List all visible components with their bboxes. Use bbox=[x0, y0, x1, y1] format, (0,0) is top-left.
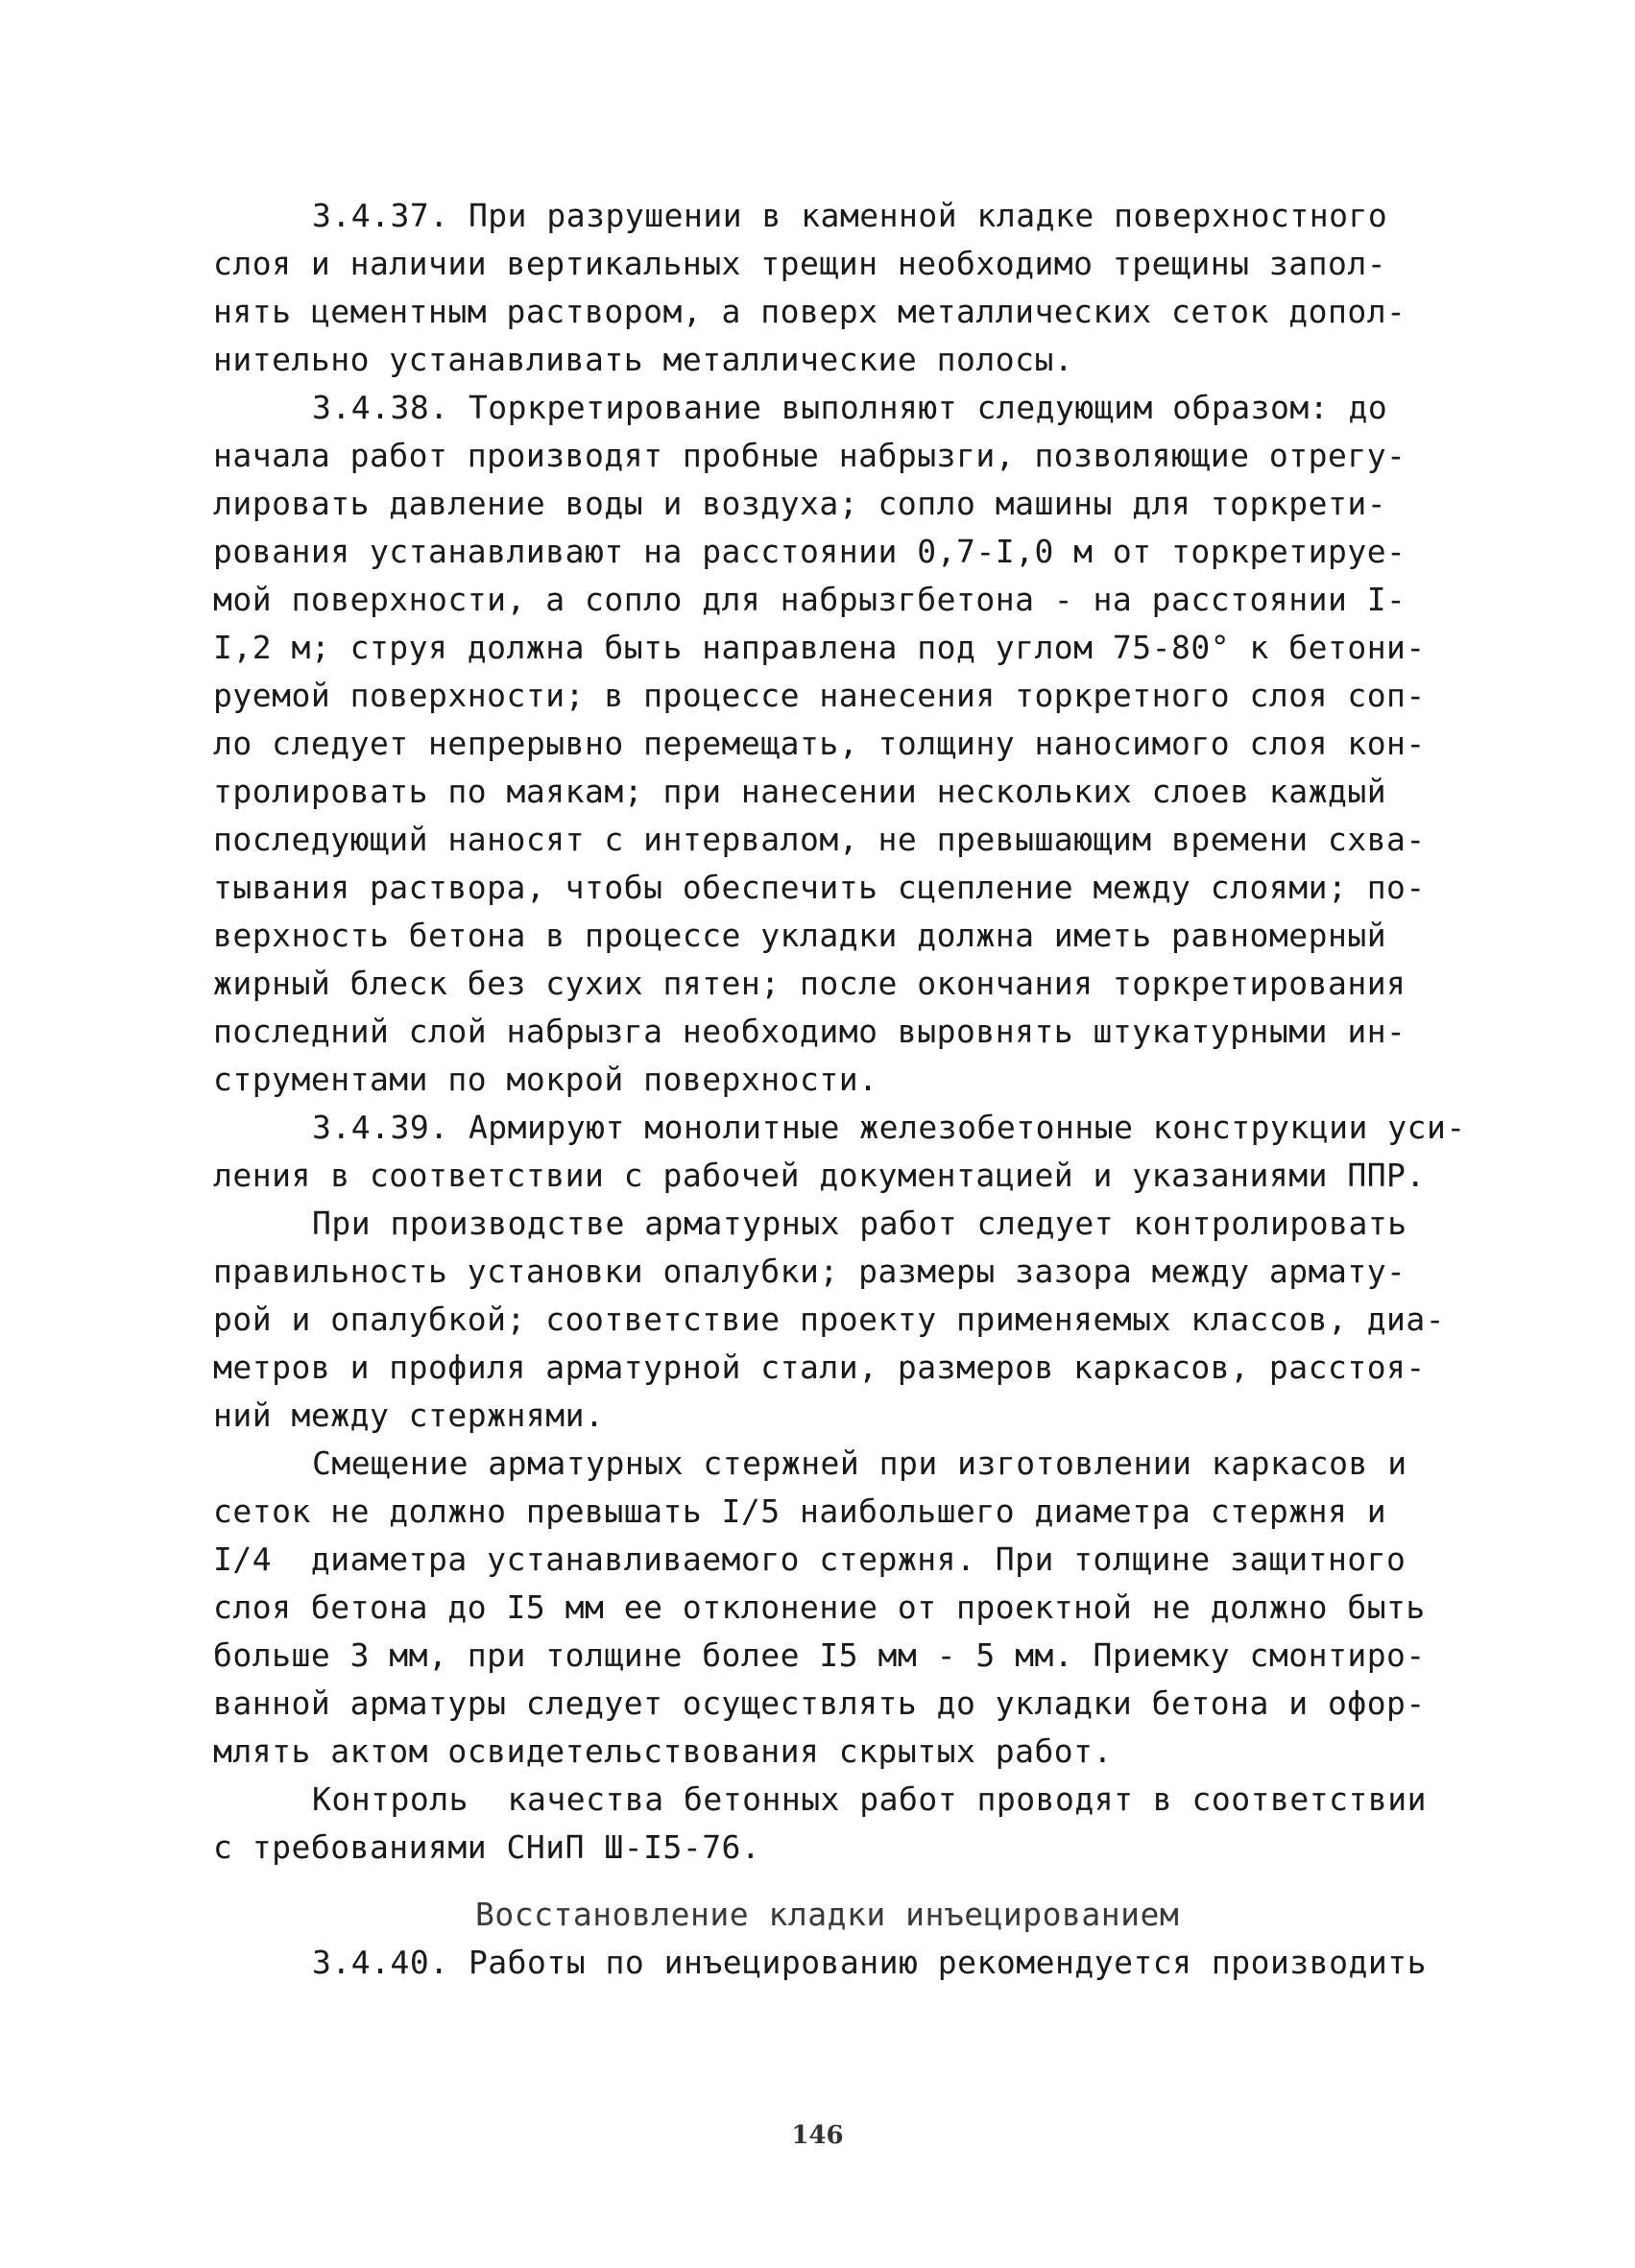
text-line: слоя и наличии вертикальных трещин необходимо трещины запол- bbox=[213, 245, 1387, 282]
text-line: мой поверхности, а сопло для набрызгбетона - на расстоянии I- bbox=[213, 581, 1407, 618]
text-line: При производстве арматурных работ следует контролировать bbox=[312, 1205, 1407, 1242]
text-line: сеток не должно превышать I/5 наибольшего диаметра стержня и bbox=[213, 1492, 1387, 1530]
document-page bbox=[213, 192, 1466, 1987]
text-line: руемой поверхности; в процессе нанесения торкретного слоя соп- bbox=[213, 677, 1426, 714]
text-line: ванной арматуры следует осуществлять до укладки бетона и офор- bbox=[213, 1684, 1426, 1722]
text-line: последний слой набрызга необходимо выровнять штукатурными ин- bbox=[213, 1013, 1407, 1050]
text-line: Смещение арматурных стержней при изготовлении каркасов и bbox=[312, 1444, 1407, 1482]
text-line: тролировать по маякам; при нанесении нескольких слоев каждый bbox=[213, 773, 1387, 810]
text-line: лировать давление воды и воздуха; сопло машины для торкрети- bbox=[213, 485, 1387, 522]
text-line: ло следует непрерывно перемещать, толщину наносимого слоя кон- bbox=[213, 725, 1426, 762]
text-line: нительно устанавливать металлические полосы. bbox=[213, 341, 1074, 378]
text-line: 3.4.38. Торкретирование выполняют следующим образом: до bbox=[312, 389, 1388, 426]
text-line: рой и опалубкой; соответствие проекту применяемых классов, диа- bbox=[213, 1301, 1446, 1338]
text-line: I/4 диаметра устанавливаемого стержня. При толщине защитного bbox=[213, 1540, 1407, 1578]
text-line: 3.4.39. Армируют монолитные железобетонные конструкции уси- bbox=[312, 1109, 1466, 1146]
text-line: больше 3 мм, при толщине более I5 мм - 5 мм. Приемку смонтиро- bbox=[213, 1636, 1426, 1674]
text-line: рования устанавливают на расстоянии 0,7-I,0 м от торкретируе- bbox=[213, 533, 1407, 570]
spacer bbox=[213, 1872, 1452, 1891]
text-line: жирный блеск без сухих пятен; после окончания торкретирования bbox=[213, 965, 1407, 1002]
text-line: ления в соответствии с рабочей документацией и указаниями ППР. bbox=[213, 1157, 1426, 1194]
text-line: метров и профиля арматурной стали, размеров каркасов, расстоя- bbox=[213, 1349, 1426, 1386]
page-number: 146 bbox=[791, 2121, 844, 2150]
text-line: правильность установки опалубки; размеры зазора между армату- bbox=[213, 1253, 1407, 1290]
text-line: последующий наносят с интервалом, не превышающим времени схва- bbox=[213, 821, 1426, 858]
text-line: ний между стержнями. bbox=[213, 1397, 605, 1434]
text-line: начала работ производят пробные набрызги, позволяющие отрегу- bbox=[213, 437, 1407, 474]
text-line: слоя бетона до I5 мм ее отклонение от проектной не должно быть bbox=[213, 1588, 1426, 1626]
text-line: с требованиями СНиП Ш-I5-76. bbox=[213, 1828, 761, 1866]
text-line: нять цементным раствором, а поверх металлических сеток допол- bbox=[213, 293, 1407, 330]
text-line: верхность бетона в процессе укладки должна иметь равномерный bbox=[213, 917, 1387, 954]
text-line: струментами по мокрой поверхности. bbox=[213, 1061, 878, 1098]
text-line: тывания раствора, чтобы обеспечить сцепление между слоями; по- bbox=[213, 869, 1426, 906]
section-heading: Восстановление кладки инъецированием bbox=[475, 1896, 1180, 1933]
text-line: 3.4.37. При разрушении в каменной кладке поверхностного bbox=[312, 197, 1388, 234]
text-line: 3.4.40. Работы по инъецированию рекомендуется производить bbox=[312, 1944, 1427, 1981]
text-line: млять актом освидетельствования скрытых работ. bbox=[213, 1732, 1113, 1770]
text-line: Контроль качества бетонных работ проводят в соответствии bbox=[312, 1780, 1427, 1818]
text-line: I,2 м; струя должна быть направлена под углом 75-80° к бетони- bbox=[213, 629, 1426, 666]
